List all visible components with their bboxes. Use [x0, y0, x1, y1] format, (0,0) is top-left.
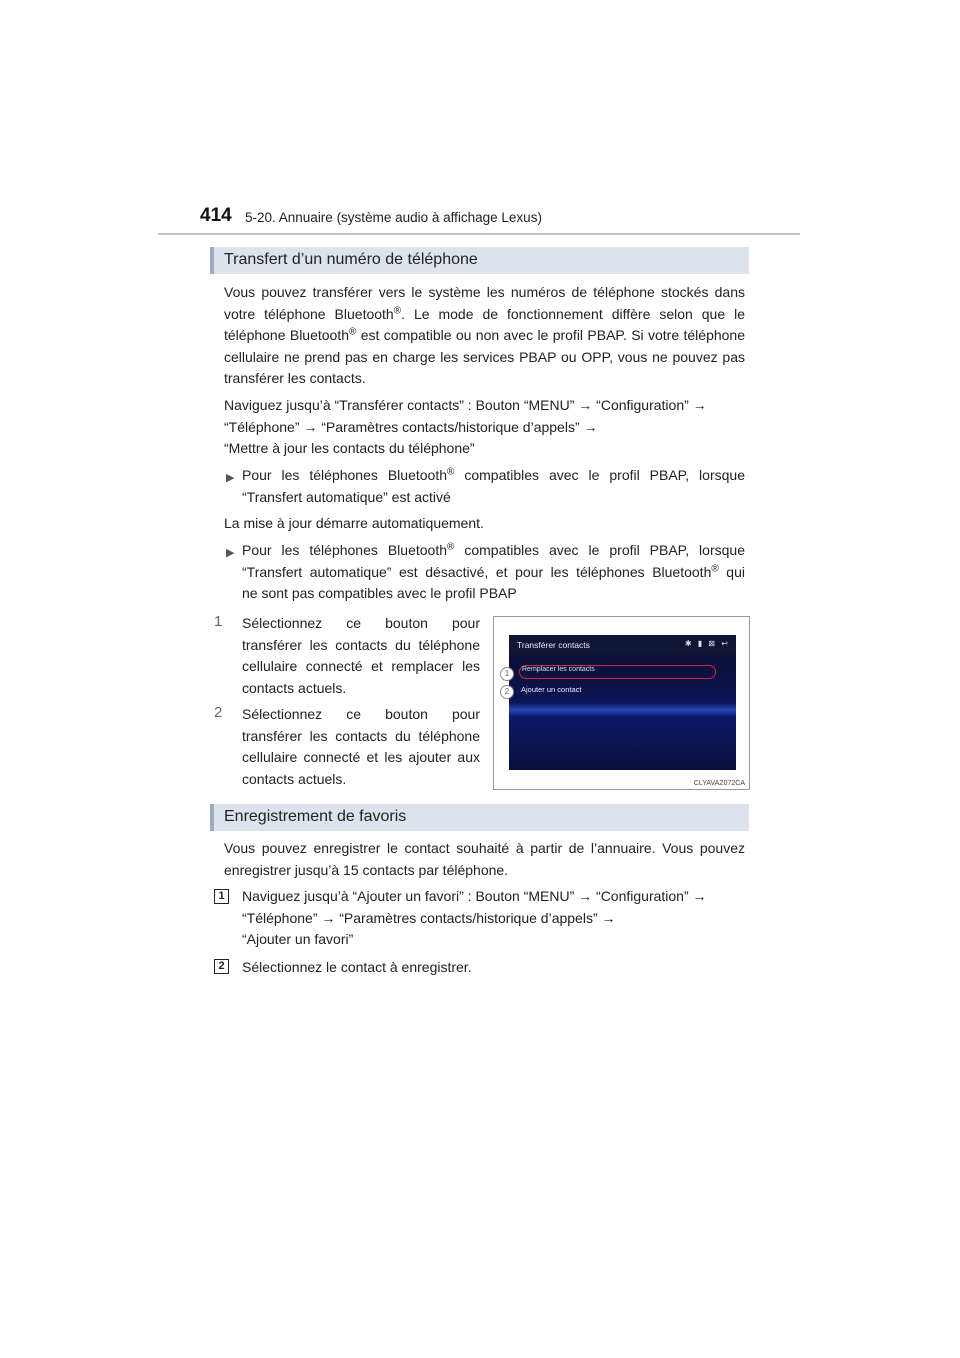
auto-update-text: La mise à jour démarre automatiquement.: [224, 515, 484, 531]
callout-marker-1: 1: [500, 667, 514, 681]
section-heading-favorites: [210, 804, 749, 831]
add-contact-button[interactable]: Ajouter un contact: [521, 685, 582, 694]
screen-title-bar: [509, 635, 736, 655]
step-number-2: 2: [214, 959, 229, 974]
callout-number-2: 2: [214, 704, 223, 721]
figure-code: CLYAVAZ072CA: [693, 780, 745, 787]
bullet-arrow-icon: ▶: [226, 472, 235, 484]
step1-text: Naviguez jusqu’à “Ajouter un favori” : Bouton “MENU” → “Configuration” → “Téléphone” → “Paramètres contacts/historique d’appels” → “Ajouter un favori”: [242, 888, 707, 948]
status-icons: ✱ ▮ ⊠ ↩: [684, 639, 730, 648]
section-heading-label: Transfert d’un numéro de téléphone: [224, 251, 478, 268]
section-heading-transfer: [210, 247, 749, 274]
item1-text: Sélectionnez ce bouton pour transférer les contacts du téléphone cellulaire connecté et remplacer les contacts actuels.: [242, 615, 480, 696]
display-screen: [509, 635, 736, 770]
chapter-title: 5-20. Annuaire (système audio à affichage Lexus): [245, 210, 542, 225]
screen-illustration: [493, 616, 750, 790]
replace-contacts-button[interactable]: Remplacer les contacts: [519, 665, 716, 679]
header-rule: [158, 233, 800, 235]
section-heading-label: Enregistrement de favoris: [224, 808, 407, 825]
nav-instruction: Naviguez jusqu’à “Transférer contacts” : Bouton “MENU” → “Configuration” → “Téléphone” → “Paramètres contacts/historique d’appels” → “Mettre à jour les contacts du téléphone”: [224, 397, 707, 457]
bullet-pbap-off: Pour les téléphones Bluetooth® compatibles avec le profil PBAP, lorsque “Transfert automatique” est désactivé, et pour les téléphones Bluetooth® qui ne sont pas compatibles avec le profil PBAP: [242, 541, 745, 602]
step-number-1: 1: [214, 889, 229, 904]
page-number: 414: [200, 205, 232, 226]
screen-glow: [509, 703, 736, 717]
bullet-pbap-on: Pour les téléphones Bluetooth® compatibles avec le profil PBAP, lorsque “Transfert automatique” est activé: [242, 466, 745, 505]
screen-title: Transférer contacts: [517, 640, 590, 650]
favorites-intro: Vous pouvez enregistrer le contact souhaité à partir de l’annuaire. Vous pouvez enregistrer jusqu’à 15 contacts par téléphone.: [224, 840, 745, 878]
callout-marker-2: 2: [500, 685, 514, 699]
step2-text: Sélectionnez le contact à enregistrer.: [242, 959, 472, 975]
intro-paragraph: Vous pouvez transférer vers le système les numéros de téléphone stockés dans votre téléphone Bluetooth®. Le mode de fonctionnement diffère selon que le téléphone Bluetooth® est compatible ou non avec le profil PBAP. Si votre téléphone cellulaire ne prend pas en charge les services PBAP ou OPP, vous ne pouvez pas transférer les contacts.: [224, 284, 745, 387]
callout-number-1: 1: [214, 613, 223, 630]
item2-text: Sélectionnez ce bouton pour transférer les contacts du téléphone cellulaire connecté et les ajouter aux contacts actuels.: [242, 706, 480, 787]
bullet-arrow-icon: ▶: [226, 547, 235, 559]
